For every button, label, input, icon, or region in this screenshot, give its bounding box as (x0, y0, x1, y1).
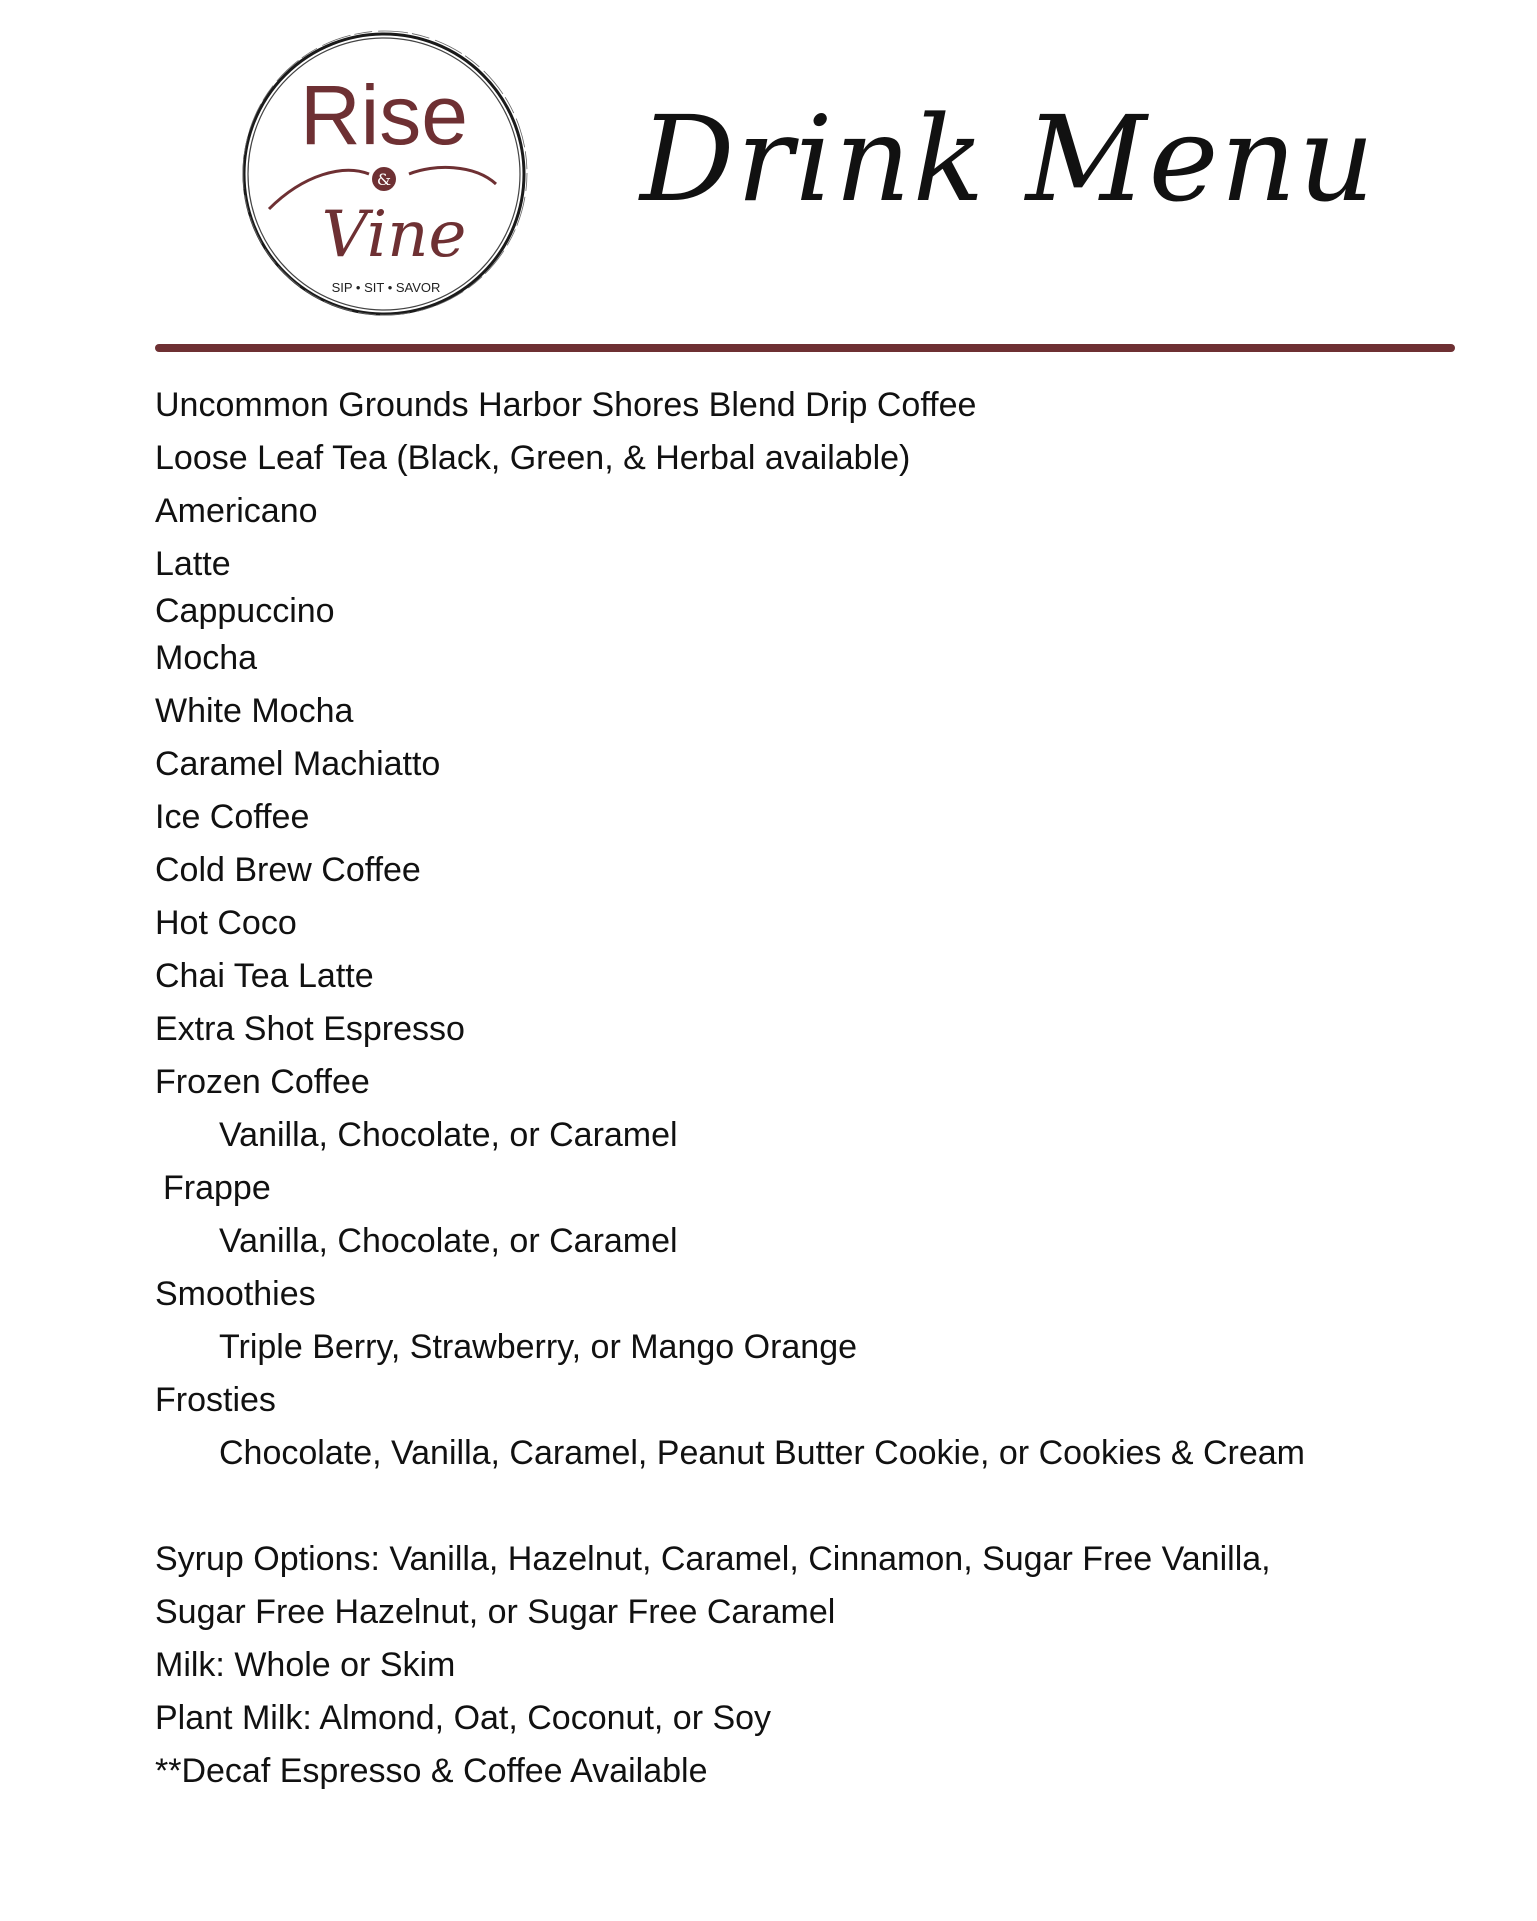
milk-options: Milk: Whole or Skim (155, 1646, 456, 1684)
logo-tagline: SIP • SIT • SAVOR (331, 280, 441, 295)
menu-item: Loose Leaf Tea (Black, Green, & Herbal available) (155, 439, 911, 477)
menu-item: Smoothies (155, 1275, 316, 1313)
menu-item: Cappuccino (155, 592, 335, 630)
menu-item: Americano (155, 492, 318, 530)
menu-item: Frozen Coffee (155, 1063, 370, 1101)
plant-milk-options: Plant Milk: Almond, Oat, Coconut, or Soy (155, 1699, 772, 1737)
logo-ampersand: & (376, 170, 392, 189)
header-divider (155, 344, 1455, 352)
syrup-options-line: Syrup Options: Vanilla, Hazelnut, Caramel, Cinnamon, Sugar Free Vanilla, (155, 1540, 1271, 1578)
syrup-options-line: Sugar Free Hazelnut, or Sugar Free Caramel (155, 1593, 836, 1631)
menu-item: Ice Coffee (155, 798, 310, 836)
menu-item: Frosties (155, 1381, 276, 1419)
menu-item: Hot Coco (155, 904, 297, 942)
page-title: Drink Menu (640, 90, 1377, 228)
menu-item: Latte (155, 545, 231, 583)
menu-item: Mocha (155, 639, 258, 677)
menu-subitem: Chocolate, Vanilla, Caramel, Peanut Butter Cookie, or Cookies & Cream (219, 1434, 1305, 1472)
menu-item: Caramel Machiatto (155, 745, 441, 783)
menu-item: White Mocha (155, 692, 354, 730)
decaf-note: **Decaf Espresso & Coffee Available (155, 1752, 708, 1790)
menu-item: Cold Brew Coffee (155, 851, 421, 889)
menu-subitem: Vanilla, Chocolate, or Caramel (219, 1222, 678, 1260)
rise-and-vine-logo (234, 24, 534, 324)
menu-subitem: Triple Berry, Strawberry, or Mango Orange (219, 1328, 858, 1366)
logo-text-rise: Rise (299, 68, 469, 162)
menu-item: Uncommon Grounds Harbor Shores Blend Drip Coffee (155, 386, 977, 424)
logo-text-vine: Vine (321, 198, 467, 272)
menu-subitem: Vanilla, Chocolate, or Caramel (219, 1116, 678, 1154)
menu-item: Chai Tea Latte (155, 957, 374, 995)
menu-item: Frappe (163, 1169, 271, 1207)
menu-item: Extra Shot Espresso (155, 1010, 465, 1048)
